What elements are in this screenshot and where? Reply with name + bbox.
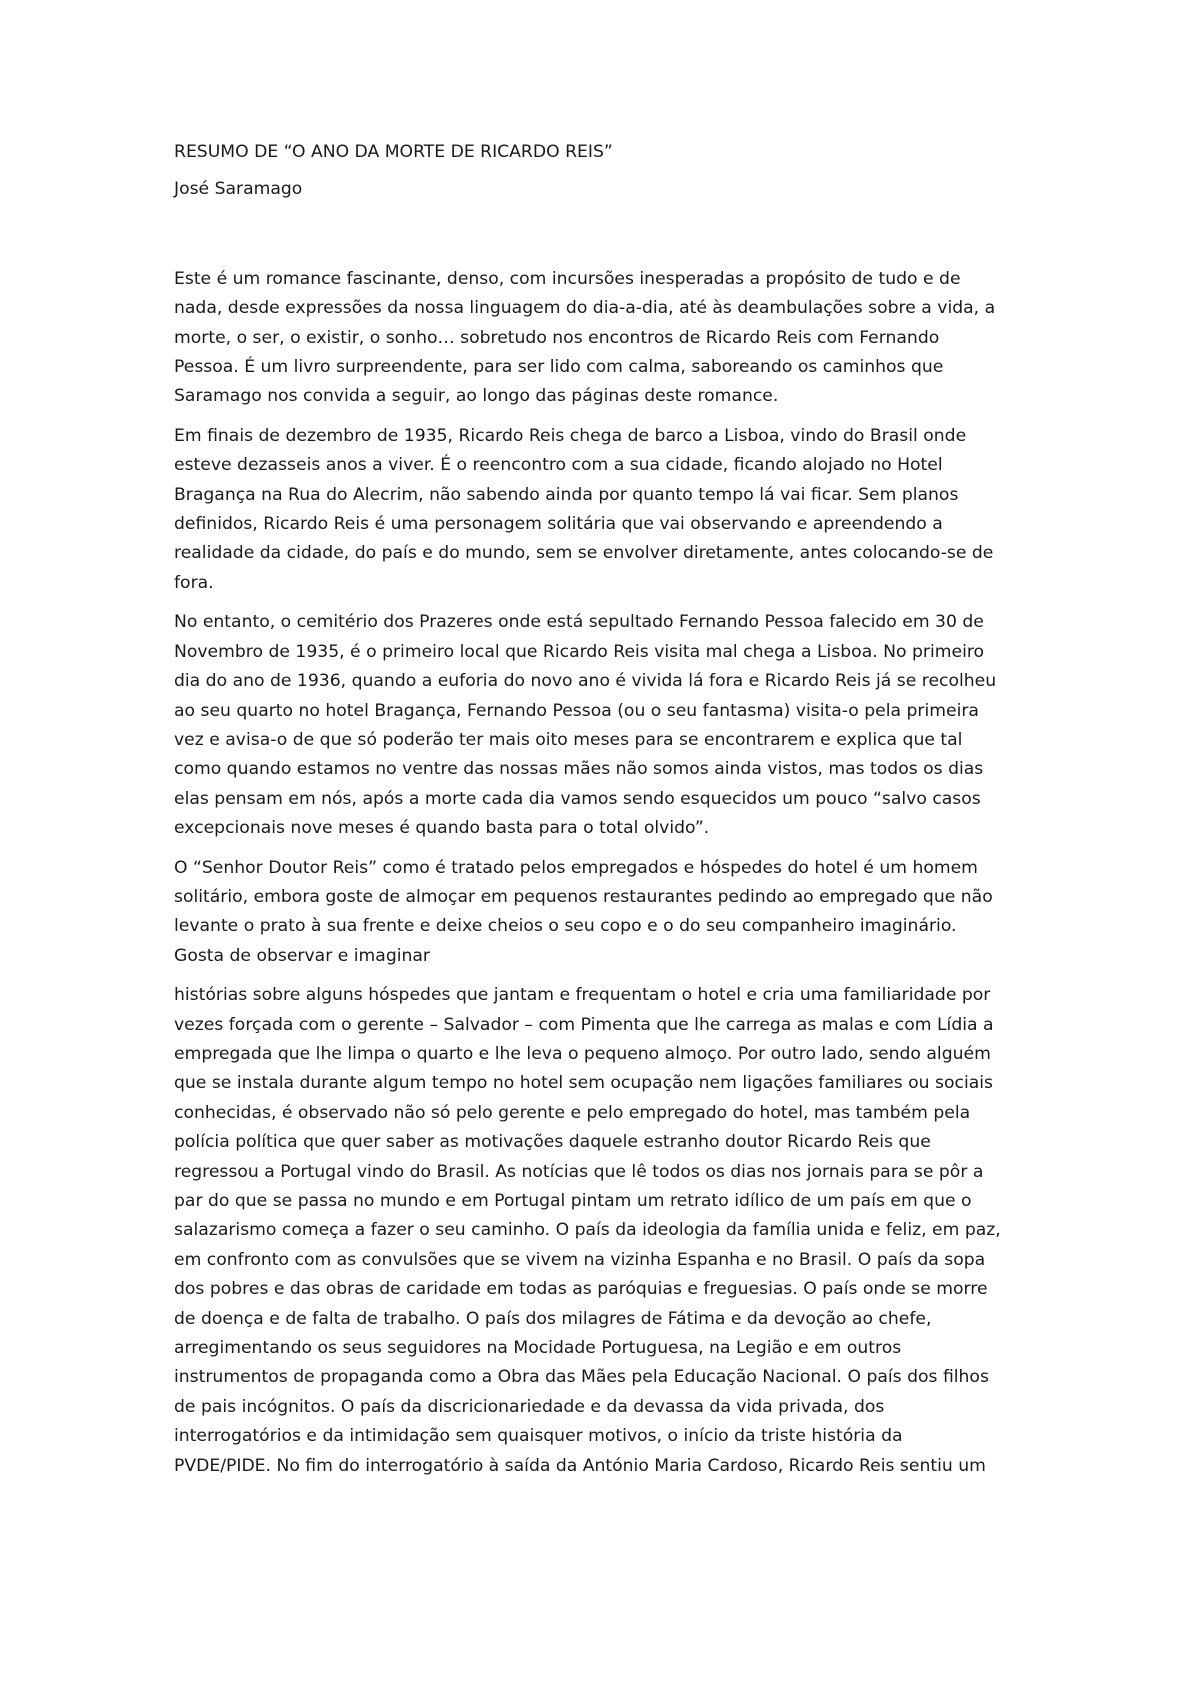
- text-line: arregimentando os seus seguidores na Mocidade Portuguesa, na Legião e em outros: [174, 1338, 902, 1359]
- text-line: par do que se passa no mundo e em Portugal pintam um retrato idílico de um país em que o: [174, 1191, 972, 1211]
- text-line: Bragança na Rua do Alecrim, não sabendo ainda por quanto tempo lá vai ficar. Sem planos: [174, 484, 959, 505]
- text-line: definidos, Ricardo Reis é uma personagem solitária que vai observando e apreendendo a: [174, 514, 943, 535]
- text-line: vezes forçada com o gerente – Salvador – com Pimenta que lhe carrega as malas e com Lídia a: [174, 1014, 994, 1035]
- text-line: que se instala durante algum tempo no hotel sem ocupação nem ligações familiares ou sociais: [174, 1073, 993, 1094]
- text-line: ao seu quarto no hotel Bragança, Fernando Pessoa (ou o seu fantasma) visita-o pela primeira: [174, 700, 979, 721]
- text-line: solitário, embora goste de almoçar em pequenos restaurantes pedindo ao empregado que não: [174, 886, 993, 907]
- text-line: regressou a Portugal vindo do Brasil. As notícias que lê todos os dias nos jornais para se pôr a: [174, 1161, 984, 1182]
- text-line: No entanto, o cemitério dos Prazeres onde está sepultado Fernando Pessoa falecido em 30 de: [174, 612, 984, 633]
- text-line: de pais incógnitos. O país da discricionariedade e da devassa da vida privada, dos: [174, 1396, 885, 1417]
- document-author: José Saramago: [174, 179, 303, 200]
- paragraph-senhor-doutor: [174, 854, 1046, 972]
- document-title: RESUMO DE “O ANO DA MORTE DE RICARDO REIS”: [174, 142, 613, 162]
- text-line: vez e avisa-o de que só poderão ter mais oito meses para se encontrarem e explica que tal: [174, 729, 963, 750]
- text-line: de doença e de falta de trabalho. O país dos milagres de Fátima e da devoção ao chefe,: [174, 1308, 932, 1329]
- text-line: Saramago nos convida a seguir, ao longo das páginas deste romance.: [174, 386, 779, 407]
- text-line: levante o prato à sua frente e deixe cheios o seu copo e o do seu companheiro imaginário.: [174, 916, 957, 937]
- text-line: fora.: [174, 572, 214, 593]
- text-line: nada, desde expressões da nossa linguagem do dia-a-dia, até às deambulações sobre a vida, a: [174, 298, 996, 319]
- paragraph-cemetery: [174, 608, 1046, 843]
- text-line: Novembro de 1935, é o primeiro local que Ricardo Reis visita mal chega a Lisboa. No primeiro: [174, 641, 985, 662]
- text-line: salazarismo começa a fazer o seu caminho. O país da ideologia da família unida e feliz, em paz,: [174, 1220, 1001, 1241]
- document-page: [174, 138, 1046, 1491]
- text-line: histórias sobre alguns hóspedes que jantam e frequentam o hotel e cria uma familiaridade por: [174, 985, 991, 1006]
- text-line: O “Senhor Doutor Reis” como é tratado pelos empregados e hóspedes do hotel é um homem: [174, 857, 978, 878]
- text-line: Gosta de observar e imaginar: [174, 945, 430, 966]
- text-line: elas pensam em nós, após a morte cada dia vamos sendo esquecidos um pouco “salvo casos: [174, 788, 981, 809]
- text-line: empregada que lhe limpa o quarto e lhe leva o pequeno almoço. Por outro lado, sendo alguém: [174, 1043, 991, 1064]
- text-line: como quando estamos no ventre das nossas mães não somos ainda vistos, mas todos os dias: [174, 759, 984, 780]
- paragraph-arrival: [174, 422, 1046, 598]
- text-line: dos pobres e das obras de caridade em todas as paróquias e freguesias. O país onde se morre: [174, 1279, 988, 1300]
- text-line: realidade da cidade, do país e do mundo, sem se envolver diretamente, antes colocando-se de: [174, 543, 994, 564]
- text-line: polícia política que quer saber as motivações daquele estranho doutor Ricardo Reis que: [174, 1132, 931, 1153]
- text-line: PVDE/PIDE. No fim do interrogatório à saída da António Maria Cardoso, Ricardo Reis sentiu um: [174, 1455, 986, 1476]
- text-line: excepcionais nove meses é quando basta para o total olvido”.: [174, 818, 710, 839]
- text-line: dia do ano de 1936, quando a euforia do novo ano é vivida lá fora e Ricardo Reis já se recolheu: [174, 671, 997, 692]
- document-body: [174, 265, 1046, 1481]
- text-line: em confronto com as convulsões que se vivem na vizinha Espanha e no Brasil. O país da sopa: [174, 1249, 986, 1270]
- text-line: conhecidas, é observado não só pelo gerente e pelo empregado do hotel, mas também pela: [174, 1102, 971, 1123]
- text-line: Em finais de dezembro de 1935, Ricardo Reis chega de barco a Lisboa, vindo do Brasil onde: [174, 425, 967, 446]
- text-line: Este é um romance fascinante, denso, com incursões inesperadas a propósito de tudo e de: [174, 268, 961, 289]
- text-line: Pessoa. É um livro surpreendente, para ser lido com calma, saboreando os caminhos que: [174, 357, 944, 378]
- text-line: morte, o ser, o existir, o sonho… sobretudo nos encontros de Ricardo Reis com Fernando: [174, 327, 940, 348]
- text-line: interrogatórios e da intimidação sem quaisquer motivos, o início da triste história da: [174, 1426, 903, 1447]
- paragraph-historias: [174, 981, 1046, 1481]
- paragraph-intro: [174, 265, 1046, 412]
- text-line: instrumentos de propaganda como a Obra das Mães pela Educação Nacional. O país dos filhos: [174, 1367, 989, 1388]
- text-line: esteve dezasseis anos a viver. É o reencontro com a sua cidade, ficando alojado no Hotel: [174, 455, 943, 476]
